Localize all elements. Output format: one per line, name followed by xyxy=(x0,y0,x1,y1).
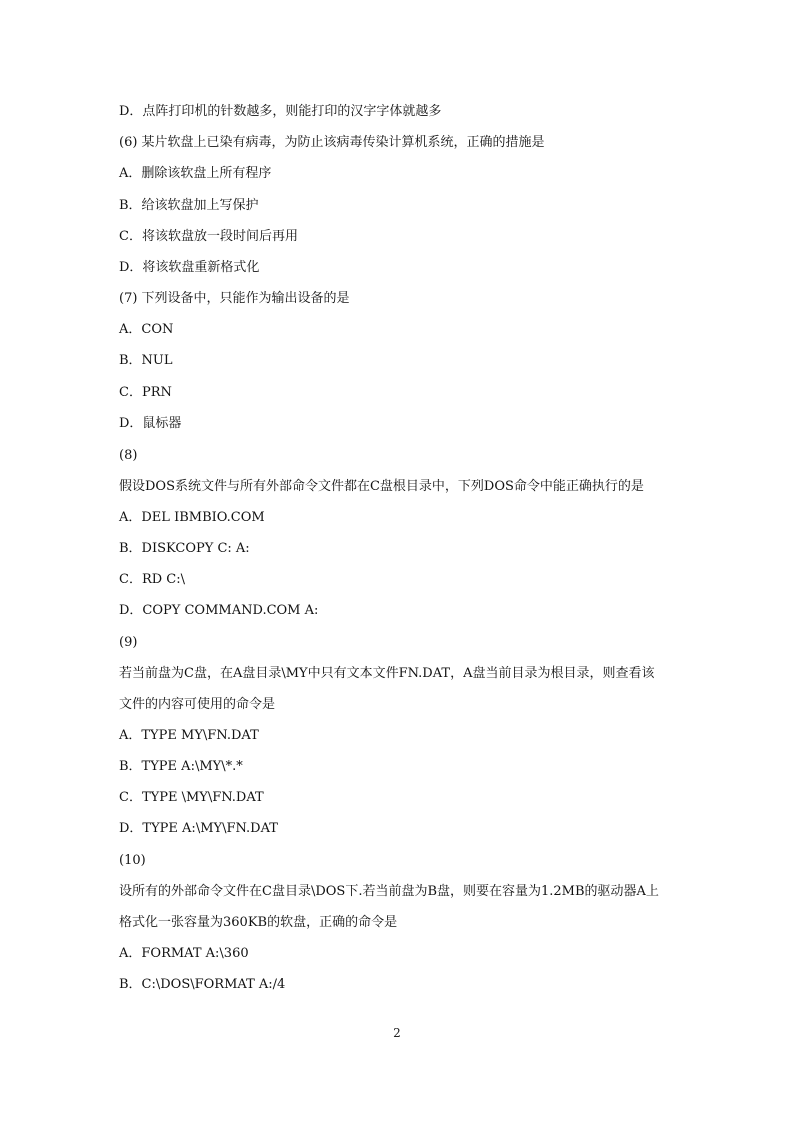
question-10-continued: 格式化一张容量为360KB的软盘，正确的命令是 xyxy=(119,915,398,930)
question-9-number: (9) xyxy=(119,635,138,650)
question-9-continued: 文件的内容可使用的命令是 xyxy=(119,697,276,712)
option-b: B．DISKCOPY C: A: xyxy=(119,541,250,556)
option-b: B．C:\DOS\FORMAT A:/4 xyxy=(119,977,286,992)
question-7: (7) 下列设备中，只能作为输出设备的是 xyxy=(119,291,350,306)
page-number: 2 xyxy=(393,1026,401,1040)
option-c: C．将该软盘放一段时间后再用 xyxy=(119,229,298,244)
option-a: A．删除该软盘上所有程序 xyxy=(119,166,272,181)
option-b: B．TYPE A:\MY\*.* xyxy=(119,759,243,774)
option-d: D．COPY COMMAND.COM A: xyxy=(119,603,319,618)
question-8: 假设DOS系统文件与所有外部命令文件都在C盘根目录中，下列DOS命令中能正确执行的是 xyxy=(119,479,644,494)
option-a: A．TYPE MY\FN.DAT xyxy=(119,728,259,743)
option-c: C．RD C:\ xyxy=(119,572,185,587)
text-line: D．点阵打印机的针数越多，则能打印的汉字字体就越多 xyxy=(119,104,442,119)
option-b: B．给该软盘加上写保护 xyxy=(119,198,259,213)
option-d: D．TYPE A:\MY\FN.DAT xyxy=(119,821,278,836)
option-a: A．DEL IBMBIO.COM xyxy=(119,510,265,525)
option-d: D．鼠标器 xyxy=(119,416,182,431)
question-8-number: (8) xyxy=(119,448,138,463)
option-a: A．FORMAT A:\360 xyxy=(119,946,249,961)
question-6: (6) 某片软盘上已染有病毒，为防止该病毒传染计算机系统，正确的措施是 xyxy=(119,135,545,150)
option-a: A．CON xyxy=(119,322,174,337)
option-d: D．将该软盘重新格式化 xyxy=(119,260,260,275)
question-10: 设所有的外部命令文件在C盘目录\DOS下.若当前盘为B盘，则要在容量为1.2MB的驱动器A上 xyxy=(119,884,659,899)
question-10-number: (10) xyxy=(119,853,146,868)
option-b: B．NUL xyxy=(119,353,173,368)
option-c: C．TYPE \MY\FN.DAT xyxy=(119,790,264,805)
option-c: C．PRN xyxy=(119,385,172,400)
question-9: 若当前盘为C盘，在A盘目录\MY中只有文本文件FN.DAT，A盘当前目录为根目录，则查看该 xyxy=(119,666,655,681)
